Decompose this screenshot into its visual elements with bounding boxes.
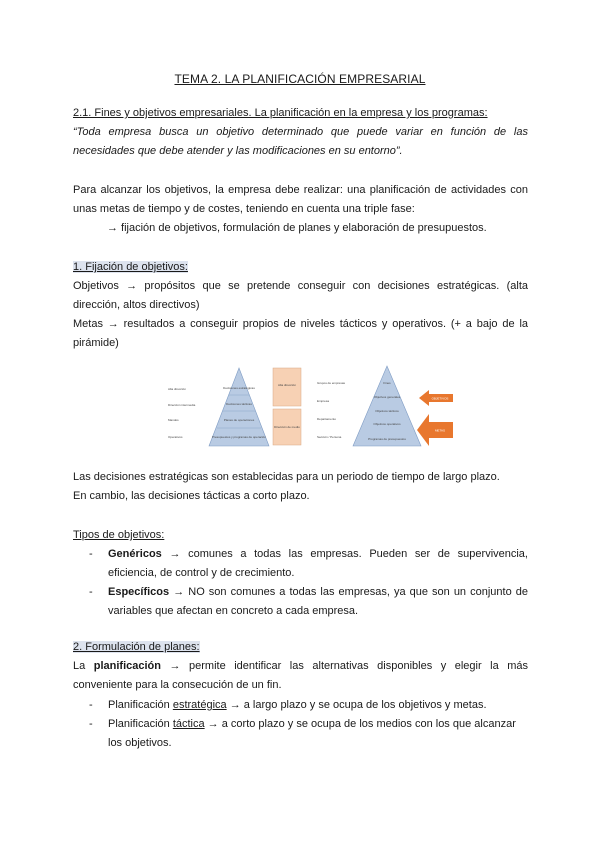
- right-level-3: Objetivos operativos: [373, 422, 401, 426]
- plan-term: estratégica: [172, 699, 227, 711]
- planificacion-term: planificación: [93, 660, 161, 672]
- corto-plazo-line: En cambio, las decisiones tácticas a corto plazo.: [73, 490, 310, 502]
- right-label-1: Empresa: [317, 399, 330, 403]
- page-title: TEMA 2. LA PLANIFICACIÓN EMPRESARIAL: [174, 72, 426, 86]
- arrow-label-0: OBJETIVOS: [431, 396, 449, 401]
- left-label-1: Dirección intermedia: [168, 403, 196, 407]
- fijacion-heading-text: 1. Fijación de objetivos:: [73, 261, 188, 273]
- right-level-2: Objetivos tácticos: [375, 409, 399, 413]
- right-level-1: Objetivos generales: [373, 395, 401, 399]
- quote-paragraph: “Toda empresa busca un objetivo determinado que puede variar en función de las necesidades que debe atender y las modificaciones en su entorno”.: [73, 126, 528, 157]
- intro-paragraph: Para alcanzar los objetivos, la empresa debe realizar: una planificación de actividades con unas metas de tiempo y de costes, teniendo en cuenta una triple fase:: [73, 184, 528, 215]
- formulacion-heading: [73, 638, 528, 657]
- left-label-0: Alta dirección: [168, 387, 187, 391]
- left-level-3: Presupuestos y programas de operación: [211, 435, 267, 439]
- right-label-3: Sección / Persona: [317, 435, 342, 439]
- fijacion-heading: [73, 258, 528, 277]
- arrow-label-1: METAS: [434, 428, 446, 433]
- center-box-label-0: Alta dirección: [277, 383, 297, 387]
- center-box-top: [273, 368, 301, 406]
- planificacion-definition: La planificación → permite identificar las alternativas disponibles y elegir la más conveniente para la consecución de un fin.: [73, 660, 528, 691]
- right-level-4: Programas de presupuestos: [368, 437, 406, 441]
- center-box-label-1: Dirección de medio: [274, 425, 300, 429]
- right-level-0: Fines: [383, 381, 391, 385]
- section-heading-fines: 2.1. Fines y objetivos empresariales. La planificación en la empresa y los programas:: [73, 107, 488, 119]
- left-label-3: Operativos: [168, 435, 183, 439]
- left-level-0: Decisiones estratégicas: [223, 386, 255, 390]
- tipos-heading: Tipos de objetivos:: [73, 529, 165, 541]
- right-label-0: Grupos de empresas: [317, 381, 346, 385]
- formulacion-heading-text: 2. Formulación de planes:: [73, 641, 200, 653]
- right-label-2: Departamento: [317, 417, 337, 421]
- left-label-2: Mandos: [168, 418, 179, 422]
- tipo-term: Genéricos: [108, 548, 162, 560]
- document-page: TEMA 2. LA PLANIFICACIÓN EMPRESARIAL 2.1. Fines y objetivos empresariales. La planificación en la empresa y los programas: “Toda empresa busca un objetivo determinado que puede variar en función de las necesidades que debe atender y las modificaciones en su entorno”. Para alcanzar los objetivos, la empresa debe realizar: una planificación de actividades con unas metas de tiempo y de costes, teniendo en cuenta una triple fase: → fijación de objetivos, formulación de planes y elaboración de presupuestos. 1. Fijación de objetivos: Objetivos → propósitos que se pretende conseguir con decisiones estratégicas. (alta dirección, altos directivos) Metas → resultados a conseguir propios de niveles tácticos y operativos. (+ a bajo de la pirámide) Alta dirección Dirección intermedia Mandos Operativos Decisiones estratégicas Decisiones tácticas Planes de operaciones Presupuestos y programas de operación Alta dirección Dirección de medio Grupos de empresas Empresa Departamento Sección / Persona Fines Objetivos generales Objetivos tácticos Objetivos operativos Programas de presupuestos OBJETIVOS METAS Las decisiones estratégicas son establecidas para un periodo de tiempo de largo plazo. En cambio, las decisiones tácticas a corto plazo. Tipos de objetivos: - Genéricos → comunes a todas las empresas. Pueden ser de supervivencia, eficiencia, de control y de crecimiento. - Específicos → NO son comunes a todas las empresas, ya que son un conjunto de variables que afectan en concreto a cada empresa. 2. Formulación de planes: La planificación → permite identificar las alternativas disponibles y elegir la más conveniente para la consecución de un fin. - Planificación estratégica → a largo plazo y se ocupa de los objetivos y metas. - Planificación táctica → a corto plazo y se ocupa de los medios con los que alcanzar los objetivos.: [0, 0, 600, 848]
- tipo-text: → NO son comunes a todas las empresas, ya que son un conjunto de variables que afectan en concreto a cada empresa.: [108, 586, 528, 617]
- phases-line: → fijación de objetivos, formulación de planes y elaboración de presupuestos.: [107, 222, 487, 234]
- right-pyramid: [353, 366, 421, 446]
- largo-plazo-line: Las decisiones estratégicas son establecidas para un periodo de tiempo de largo plazo.: [73, 471, 500, 483]
- metas-definition: Metas → resultados a conseguir propios de niveles tácticos y operativos. (+ a bajo de la pirámide): [73, 318, 528, 349]
- left-level-2: Planes de operaciones: [223, 418, 255, 422]
- pyramids-figure: [165, 362, 455, 454]
- tipo-term: Específicos: [108, 586, 170, 598]
- tipo-text: → comunes a todas las empresas. Pueden ser de supervivencia, eficiencia, de control y de crecimiento.: [108, 548, 528, 579]
- left-level-1: Decisiones tácticas: [226, 402, 252, 406]
- objetivos-definition: Objetivos → propósitos que se pretende conseguir con decisiones estratégicas. (alta dirección, altos directivos): [73, 280, 528, 311]
- plan-term: táctica: [172, 718, 205, 730]
